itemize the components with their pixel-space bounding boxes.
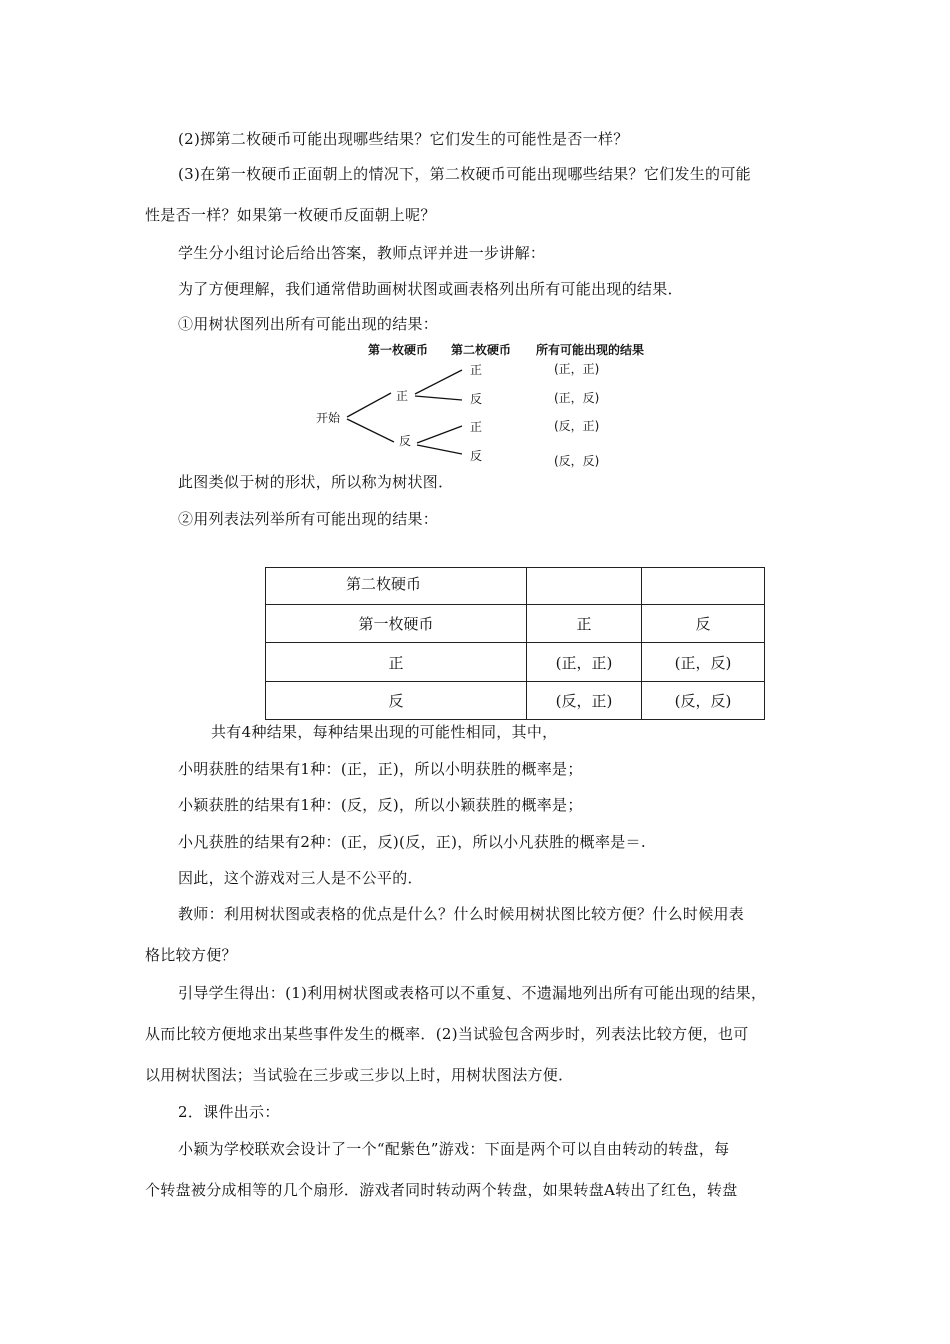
tree-start-node: 开始 bbox=[316, 411, 341, 425]
section-2-heading: 2．课件出示： bbox=[178, 1103, 280, 1121]
tree-diagram-note: 此图类似于树的形状，所以称为树状图． bbox=[178, 473, 454, 491]
tree-header-all-outcomes: 所有可能出现的结果 bbox=[536, 343, 645, 357]
teacher-question-line2: 格比较方便？ bbox=[145, 946, 237, 964]
table-row bbox=[266, 643, 765, 682]
table-corner-bottom: 第一枚硬币 bbox=[266, 605, 527, 643]
table-row bbox=[266, 568, 765, 605]
tree-branch-fan-zheng bbox=[417, 426, 462, 443]
tree-diagram bbox=[300, 338, 680, 474]
xiaoming-result: 小明获胜的结果有1种：(正，正)，所以小明获胜的概率是； bbox=[178, 760, 583, 778]
table-header-zheng: 正 bbox=[527, 605, 642, 643]
tree-node-first-zheng: 正 bbox=[396, 389, 409, 403]
table-row-label-fan: 反 bbox=[266, 682, 527, 720]
guidance-line3: 以用树状图法；当试验在三步或三步以上时，用树状图法方便． bbox=[145, 1066, 574, 1084]
guidance-line1: 引导学生得出：(1)利用树状图或表格可以不重复、不遗漏地列出所有可能出现的结果， bbox=[178, 984, 767, 1002]
total-results-text: 共有4种结果，每种结果出现的可能性相同，其中， bbox=[211, 723, 558, 741]
xiaoying-result: 小颖获胜的结果有1种：(反，反)，所以小颖获胜的概率是； bbox=[178, 796, 583, 814]
guidance-line2: 从而比较方便地求出某些事件发生的概率．(2)当试验包含两步时，列表法比较方便，也可 bbox=[145, 1025, 749, 1043]
teacher-question-line1: 教师：利用树状图或表格的优点是什么？什么时候用树状图比较方便？什么时候用表 bbox=[178, 905, 745, 923]
table-header-fan: 反 bbox=[642, 605, 765, 643]
intro-text: 为了方便理解，我们通常借助画树状图或画表格列出所有可能出现的结果． bbox=[178, 280, 683, 298]
table-heading: ②用列表法列举所有可能出现的结果： bbox=[178, 510, 439, 528]
tree-outcome-1: (正，正) bbox=[554, 362, 600, 376]
table-cell-empty bbox=[527, 568, 642, 605]
game-description-line1: 小颖为学校联欢会设计了一个“配紫色”游戏：下面是两个可以自由转动的转盘，每 bbox=[178, 1140, 730, 1158]
table-cell-zf: (正，反) bbox=[642, 643, 765, 682]
xiaofan-result: 小凡获胜的结果有2种：(正，反)(反，正)，所以小凡获胜的概率是＝. bbox=[178, 833, 646, 851]
tree-branch-zheng-fan bbox=[415, 396, 462, 400]
tree-outcome-3: (反，正) bbox=[554, 419, 600, 433]
tree-leaf-zheng-1: 正 bbox=[470, 363, 483, 377]
tree-leaf-fan-2: 反 bbox=[470, 449, 483, 463]
conclusion-text: 因此，这个游戏对三人是不公平的． bbox=[178, 869, 423, 887]
table-row bbox=[266, 605, 765, 643]
outcome-table bbox=[265, 567, 765, 720]
tree-leaf-fan-1: 反 bbox=[470, 392, 483, 406]
tree-branch-zheng-zheng bbox=[415, 370, 462, 394]
table-cell-empty bbox=[642, 568, 765, 605]
tree-outcome-4: (反，反) bbox=[554, 454, 600, 468]
table-row bbox=[266, 682, 765, 720]
table-corner-top: 第二枚硬币 bbox=[266, 568, 527, 605]
table-cell-fz: (反，正) bbox=[527, 682, 642, 720]
table-row-label-zheng: 正 bbox=[266, 643, 527, 682]
tree-diagram-heading: ①用树状图列出所有可能出现的结果： bbox=[178, 315, 439, 333]
tree-branch-fan-fan bbox=[417, 445, 462, 454]
table-cell-ff: (反，反) bbox=[642, 682, 765, 720]
tree-node-first-fan: 反 bbox=[399, 434, 412, 448]
tree-header-second-coin: 第二枚硬币 bbox=[451, 343, 512, 357]
tree-leaf-zheng-2: 正 bbox=[470, 420, 483, 434]
game-description-line2: 个转盘被分成相等的几个扇形．游戏者同时转动两个转盘，如果转盘A转出了红色，转盘 bbox=[145, 1181, 738, 1199]
discussion-text: 学生分小组讨论后给出答案，教师点评并进一步讲解： bbox=[178, 244, 546, 262]
table-cell-zz: (正，正) bbox=[527, 643, 642, 682]
tree-outcome-2: (正，反) bbox=[554, 391, 600, 405]
tree-header-first-coin: 第一枚硬币 bbox=[368, 343, 429, 357]
question-3-line1: (3)在第一枚硬币正面朝上的情况下，第二枚硬币可能出现哪些结果？它们发生的可能 bbox=[178, 165, 751, 183]
question-2: (2)掷第二枚硬币可能出现哪些结果？它们发生的可能性是否一样？ bbox=[178, 130, 629, 148]
tree-branch-start-zheng bbox=[347, 393, 391, 417]
tree-branch-start-fan bbox=[347, 419, 394, 442]
question-3-line2: 性是否一样？如果第一枚硬币反面朝上呢？ bbox=[145, 206, 436, 224]
